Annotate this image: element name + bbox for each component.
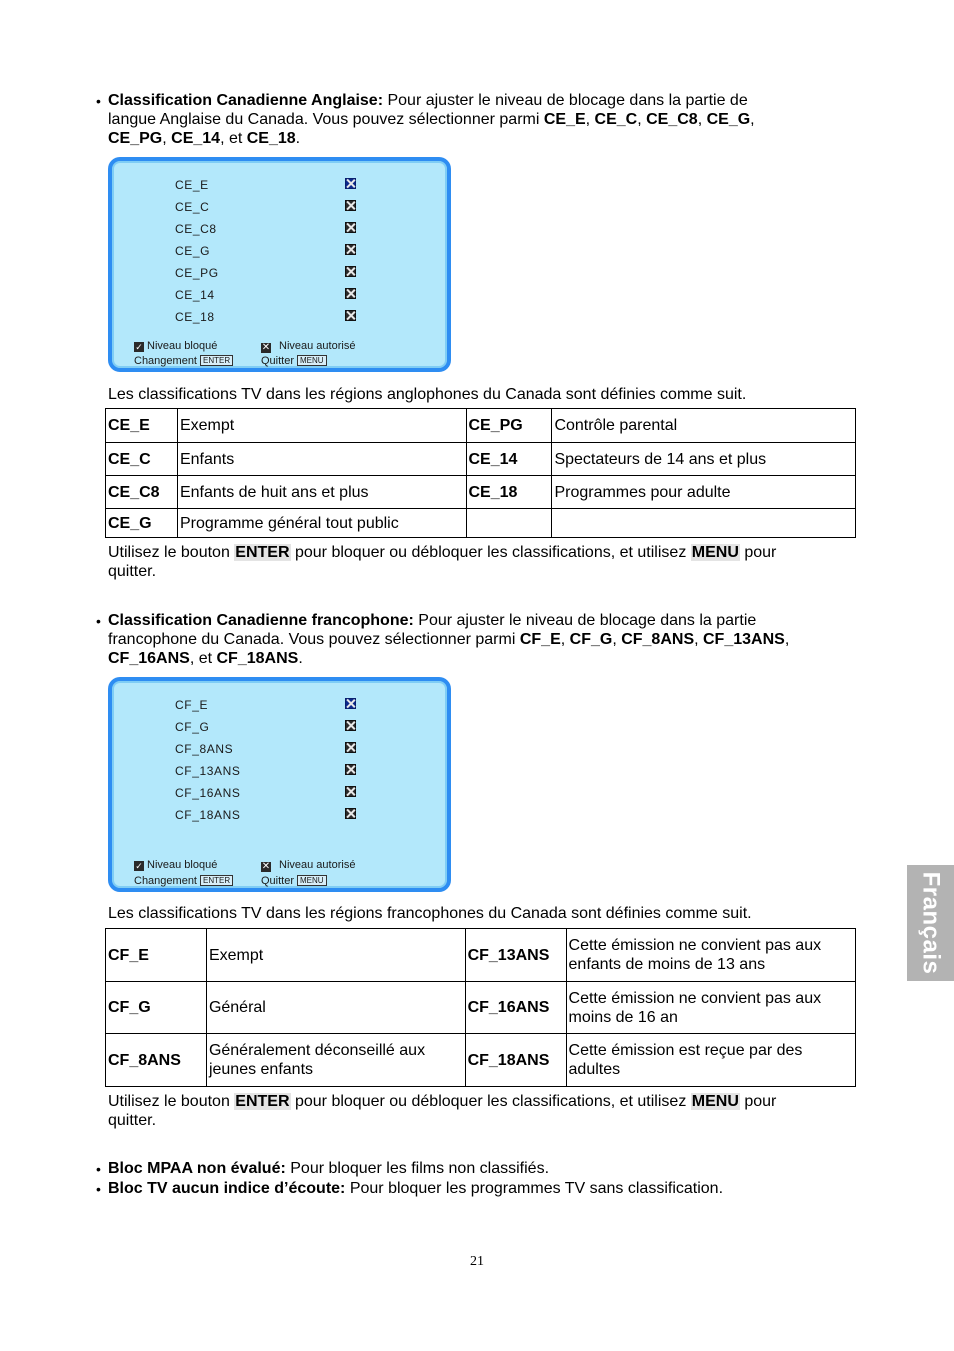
bullet-mpaa: Bloc MPAA non évalué: Pour bloquer les films non classifiés. — [108, 1160, 550, 1177]
blocked-checkbox-icon[interactable] — [345, 178, 356, 189]
enter-key-icon: ENTER — [200, 355, 233, 366]
hint-change: Changement ENTER — [134, 872, 233, 891]
bullet-marker: • — [96, 613, 101, 629]
osd-item[interactable]: CE_G — [175, 244, 211, 258]
blocked-checkbox-icon[interactable] — [345, 698, 356, 709]
ratings-table-french — [105, 928, 856, 1087]
bullet-marker: • — [96, 1161, 101, 1177]
legend-blocked: ✓ Niveau bloqué — [135, 859, 218, 871]
x-box-icon: ✕ — [261, 342, 271, 353]
osd-item[interactable]: CF_16ANS — [175, 786, 241, 800]
osd-item[interactable]: CF_18ANS — [175, 808, 241, 822]
table1-intro: Les classifications TV dans les régions anglophones du Canada sont définies comme suit. — [108, 386, 747, 403]
page-number: 21 — [470, 1254, 484, 1269]
osd-item[interactable]: CF_E — [175, 698, 209, 712]
section2-note: Utilisez le bouton ENTER pour bloquer ou débloquer les classifications, et utilisez MENU pour quitter. — [108, 1093, 777, 1129]
bullet-marker: • — [96, 93, 101, 109]
blocked-checkbox-icon[interactable] — [345, 222, 356, 233]
blocked-checkbox-icon[interactable] — [345, 200, 356, 211]
blocked-checkbox-icon[interactable] — [345, 288, 356, 299]
table2-intro: Les classifications TV dans les régions francophones du Canada sont définies comme suit. — [108, 905, 752, 922]
bullet-marker: • — [96, 1181, 101, 1197]
blocked-checkbox-icon[interactable] — [345, 786, 356, 797]
blocked-checkbox-icon[interactable] — [345, 742, 356, 753]
section1-note: Utilisez le bouton ENTER pour bloquer ou débloquer les classifications, et utilisez MENU pour quitter. — [108, 544, 777, 580]
osd-item[interactable]: CE_C8 — [175, 222, 217, 236]
blocked-checkbox-icon[interactable] — [345, 244, 356, 255]
legend-allowed: ✕ Niveau autorisé — [261, 859, 356, 872]
menu-key-icon: MENU — [297, 875, 327, 886]
table-row: CE_G Programme général tout public — [106, 509, 856, 538]
table-row: CE_E Exempt CE_PG Contrôle parental — [106, 409, 856, 443]
osd-item[interactable]: CE_E — [175, 178, 209, 192]
ratings-table-english — [105, 408, 856, 538]
check-icon: ✓ — [135, 861, 143, 871]
osd-panel-canadian-french — [108, 677, 451, 892]
osd-item[interactable]: CE_C — [175, 200, 210, 214]
osd-panel-canadian-english — [108, 157, 451, 372]
check-icon: ✓ — [135, 342, 143, 352]
osd-item[interactable]: CE_14 — [175, 288, 215, 302]
menu-key-icon: MENU — [297, 355, 327, 366]
blocked-checkbox-icon[interactable] — [345, 266, 356, 277]
language-side-tab: Français — [907, 865, 954, 981]
blocked-checkbox-icon[interactable] — [345, 720, 356, 731]
blocked-checkbox-icon[interactable] — [345, 808, 356, 819]
enter-key-icon: ENTER — [200, 875, 233, 886]
osd-item[interactable]: CE_PG — [175, 266, 219, 280]
hint-change: Changement ENTER — [134, 352, 233, 371]
legend-allowed: ✕ Niveau autorisé — [261, 340, 356, 353]
blocked-checkbox-icon[interactable] — [345, 764, 356, 775]
osd-item[interactable]: CF_13ANS — [175, 764, 241, 778]
section2-description: Classification Canadienne francophone: Pour ajuster le niveau de blocage dans la partie francophone du Canada. Vous pouvez sélectionner parmi CF_E, CF_G, CF_8ANS, CF_13ANS, CF_16ANS, et CF_18ANS. — [108, 612, 790, 667]
section1-description: Classification Canadienne Anglaise: Pour ajuster le niveau de blocage dans la partie de langue Anglaise du Canada. Vous pouvez sélectionner parmi CE_E, CE_C, CE_C8, CE_G, CE_PG, CE_14, et CE_18. — [108, 92, 755, 147]
hint-quit: Quitter MENU — [261, 352, 327, 371]
x-box-icon: ✕ — [261, 861, 271, 872]
legend-blocked: ✓ Niveau bloqué — [135, 340, 218, 352]
blocked-checkbox-icon[interactable] — [345, 310, 356, 321]
table-row: CE_C8 Enfants de huit ans et plus CE_18 Programmes pour adulte — [106, 476, 856, 509]
hint-quit: Quitter MENU — [261, 872, 327, 891]
osd-item[interactable]: CF_8ANS — [175, 742, 234, 756]
osd-item[interactable]: CF_G — [175, 720, 210, 734]
table-row: CE_C Enfants CE_14 Spectateurs de 14 ans et plus — [106, 443, 856, 476]
osd-item[interactable]: CE_18 — [175, 310, 215, 324]
table-row: CF_G Général CF_16ANS Cette émission ne convient pas aux moins de 16 an — [106, 982, 856, 1034]
table-row: CF_8ANS Généralement déconseillé aux jeunes enfants CF_18ANS Cette émission est reçue par des adultes — [106, 1034, 856, 1087]
bullet-tv-none: Bloc TV aucun indice d’écoute: Pour bloquer les programmes TV sans classification. — [108, 1180, 724, 1197]
table-row: CF_E Exempt CF_13ANS Cette émission ne convient pas aux enfants de moins de 13 ans — [106, 929, 856, 982]
